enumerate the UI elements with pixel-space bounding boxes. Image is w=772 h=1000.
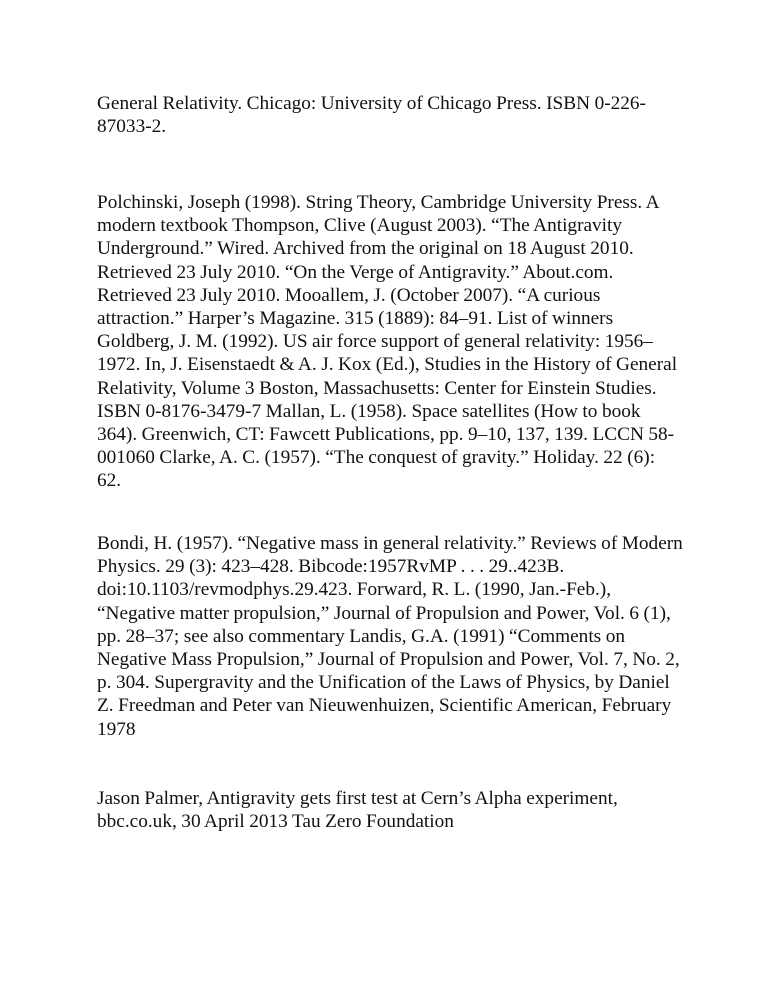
reference-paragraph: Jason Palmer, Antigravity gets first test at Cern’s Alpha experiment, bbc.co.uk, 30 April 2013 Tau Zero Foundation xyxy=(97,788,618,833)
reference-paragraph: General Relativity. Chicago: University of Chicago Press. ISBN 0-226-87033-2. xyxy=(97,93,646,138)
reference-paragraph: Bondi, H. (1957). “Negative mass in general relativity.” Reviews of Modern Physics. 29 (3): 423–428. Bibcode:1957RvMP . . . 29..423B. doi:10.1103/revmodphys.29.423. Forward, R. L. (1990, Jan.-Feb.), “Negative matter propulsion,” Journal of Propulsion and Power, Vol. 6 (1), pp. 28–37; see also commentary Landis, G.A. (1991) “Comments on Negative Mass Propulsion,” Journal of Propulsion and Power, Vol. 7, No. 2, p. 304. Supergravity and the Unification of the Laws of Physics, by Daniel Z. Freedman and Peter van Nieuwenhuizen, Scientific American, February 1978 xyxy=(97,533,683,740)
reference-paragraph: Polchinski, Joseph (1998). String Theory, Cambridge University Press. A modern textbook Thompson, Clive (August 2003). “The Antigravity Underground.” Wired. Archived from the original on 18 August 2010. Retrieved 23 July 2010. “On the Verge of Antigravity.” About.com. Retrieved 23 July 2010. Mooallem, J. (October 2007). “A curious attraction.” Harper’s Magazine. 315 (1889): 84–91. List of winners Goldberg, J. M. (1992). US air force support of general relativity: 1956–1972. In, J. Eisenstaedt & A. J. Kox (Ed.), Studies in the History of General Relativity, Volume 3 Boston, Massachusetts: Center for Einstein Studies. ISBN 0-8176-3479-7 Mallan, L. (1958). Space satellites (How to book 364). Greenwich, CT: Fawcett Publications, pp. 9–10, 137, 139. LCCN 58-001060 Clarke, A. C. (1957). “The conquest of gravity.” Holiday. 22 (6): 62. xyxy=(97,192,678,492)
